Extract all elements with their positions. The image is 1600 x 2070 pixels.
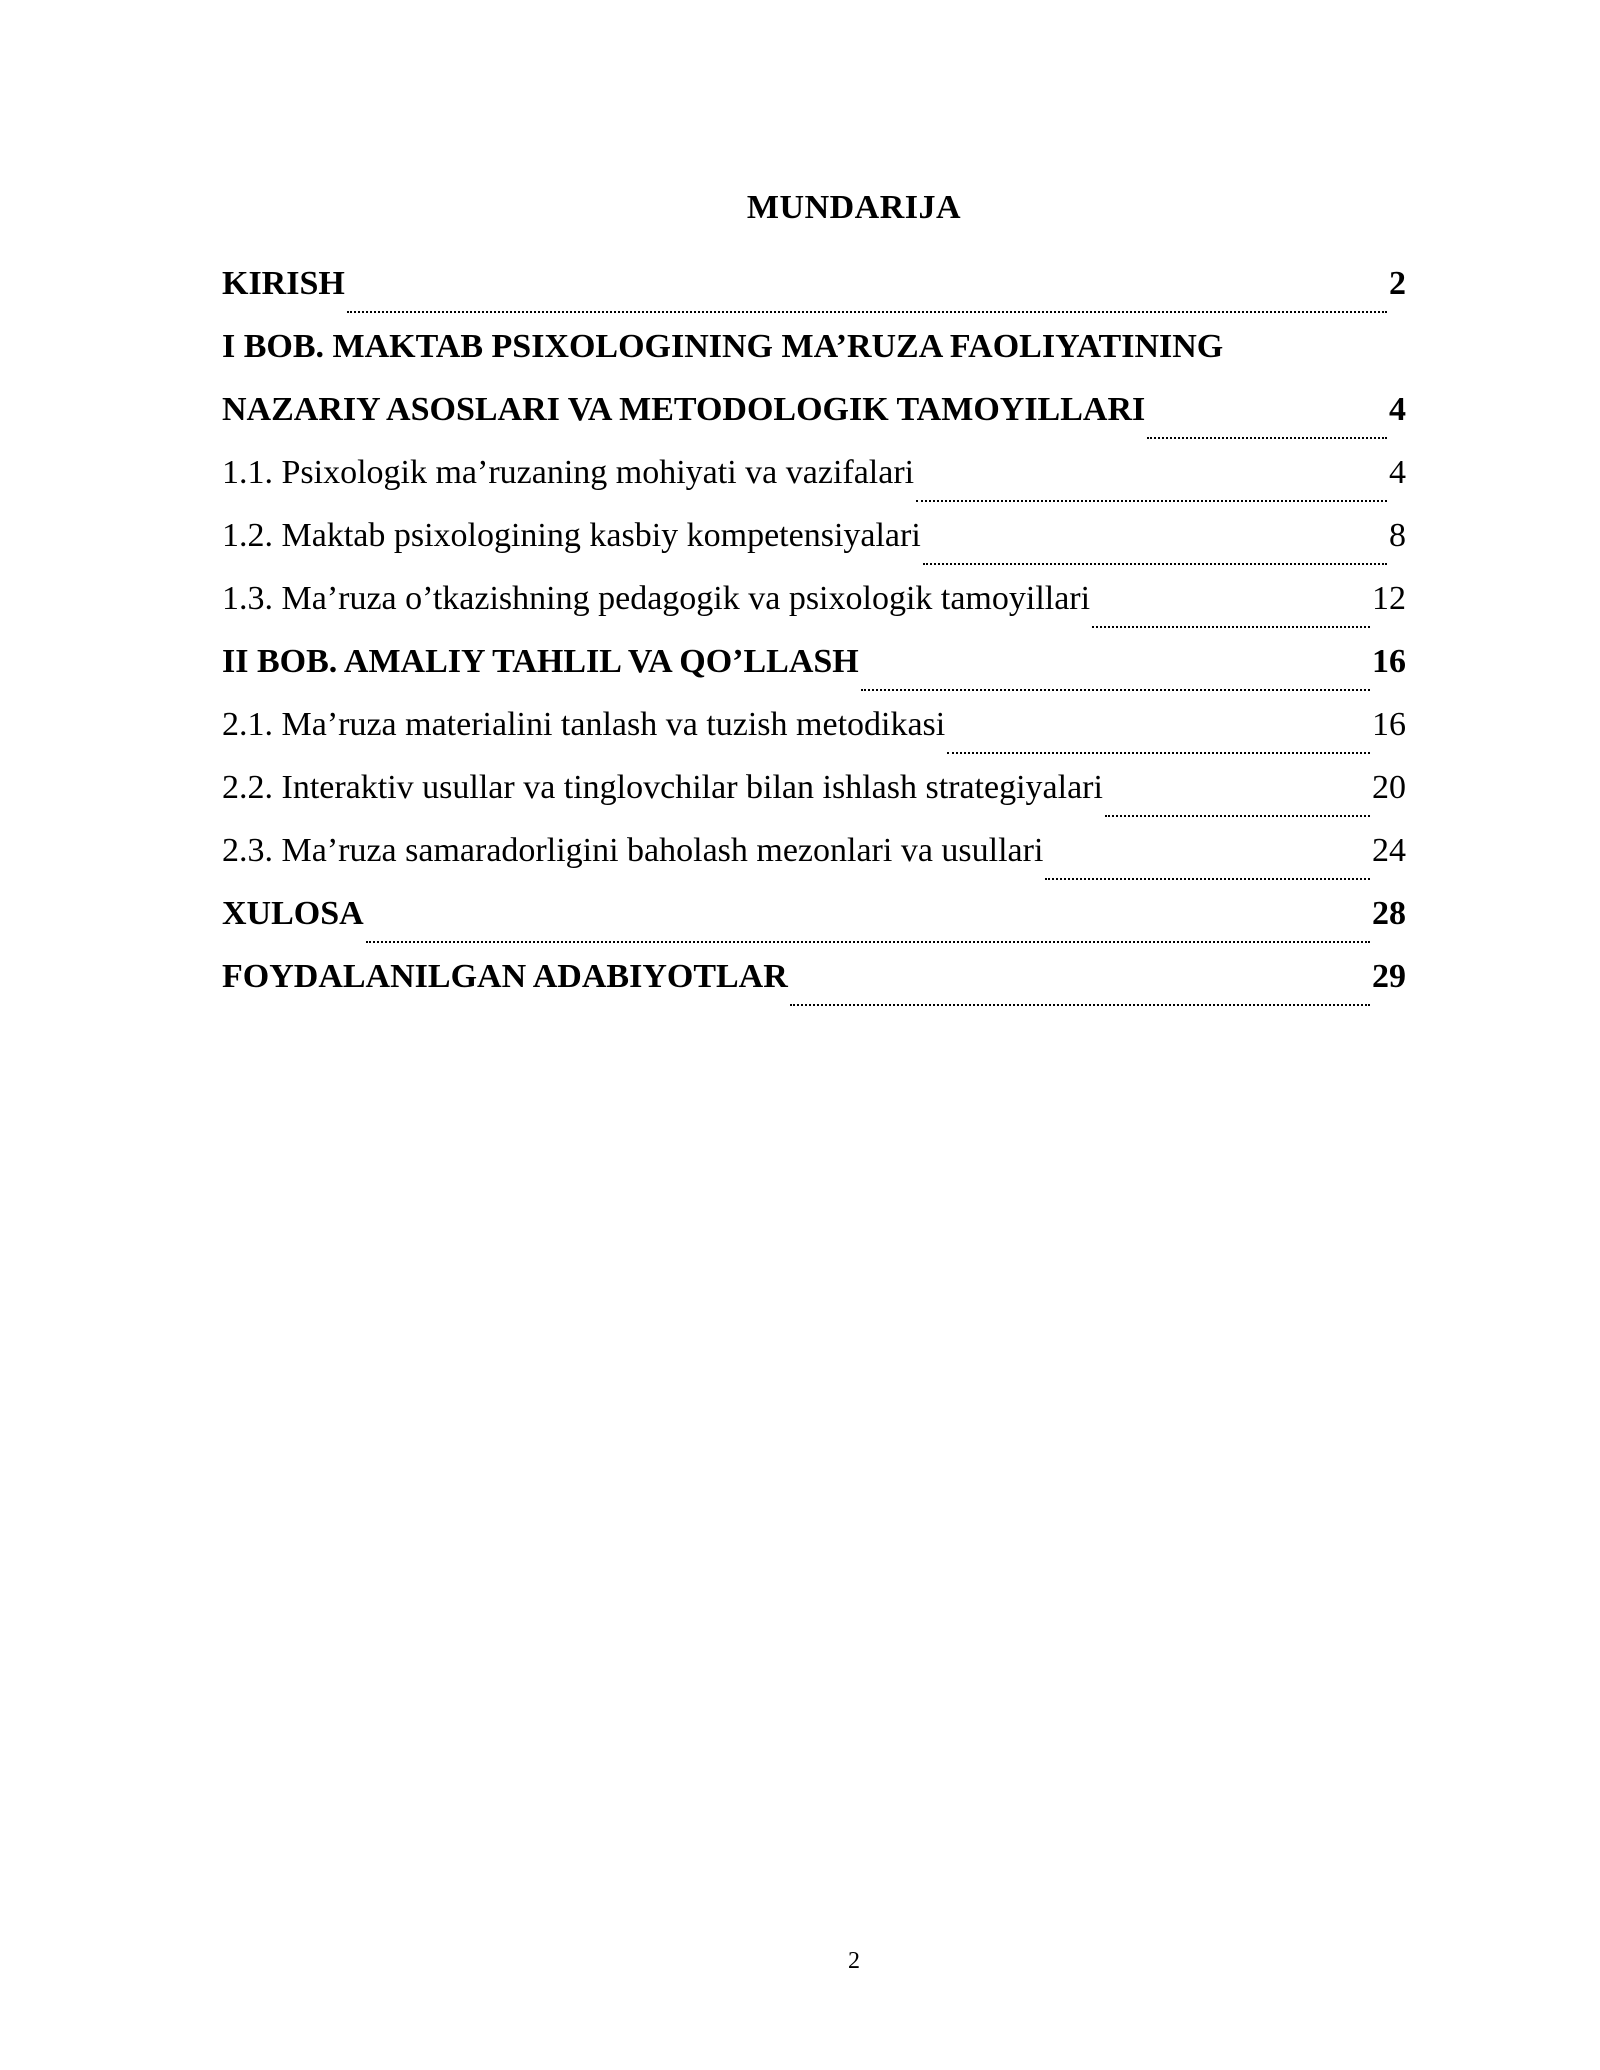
dot-leader (1147, 437, 1387, 439)
toc-entry-label: XULOSA (222, 895, 364, 932)
toc-entry-chapter-2[interactable] (222, 637, 1406, 700)
toc-entry-section-2-2[interactable] (222, 763, 1406, 826)
toc-entry-section-1-3[interactable] (222, 574, 1406, 637)
toc-entry-xulosa[interactable] (222, 889, 1406, 952)
toc-entry-section-1-1[interactable] (222, 448, 1406, 511)
dot-leader (366, 941, 1370, 943)
toc-entry-page: 29 (1372, 958, 1406, 995)
dot-leader (916, 500, 1387, 502)
toc-entry-section-2-1[interactable] (222, 700, 1406, 763)
dot-leader (347, 311, 1387, 313)
toc-entry-page: 12 (1372, 580, 1406, 617)
toc-entry-page: 16 (1372, 643, 1406, 680)
toc-entry-page: 2 (1389, 265, 1406, 302)
toc-entry-label: 1.3. Ma’ruza o’tkazishning pedagogik va psixologik tamoyillari (222, 580, 1091, 617)
dot-leader (790, 1004, 1370, 1006)
toc-entry-page: 28 (1372, 895, 1406, 932)
page-title (0, 188, 1600, 228)
toc-entry-chapter-1-line-1[interactable] (222, 322, 1406, 385)
toc-entry-page: 4 (1389, 454, 1406, 491)
dot-leader (1092, 626, 1370, 628)
table-of-contents (222, 259, 1406, 1015)
toc-entry-label: II BOB. AMALIY TAHLIL VA QO’LLASH (222, 643, 859, 680)
toc-entry-label: 2.1. Ma’ruza materialini tanlash va tuzish metodikasi (222, 706, 946, 743)
toc-entry-page: 20 (1372, 769, 1406, 806)
toc-entry-label: 1.1. Psixologik ma’ruzaning mohiyati va vazifalari (222, 454, 915, 491)
toc-entry-chapter-1-line-2[interactable] (222, 385, 1406, 448)
page-number: 2 (848, 1948, 860, 1974)
toc-entry-adabiyotlar[interactable] (222, 952, 1406, 1015)
toc-entry-label: 1.2. Maktab psixologining kasbiy kompetensiyalari (222, 517, 921, 554)
toc-entry-page: 16 (1372, 706, 1406, 743)
toc-entry-label: 2.2. Interaktiv usullar va tinglovchilar bilan ishlash strategiyalari (222, 769, 1103, 806)
dot-leader (1045, 878, 1370, 880)
dot-leader (947, 752, 1370, 754)
toc-entry-page: 8 (1389, 517, 1406, 554)
toc-entry-section-2-3[interactable] (222, 826, 1406, 889)
dot-leader (1105, 815, 1370, 817)
toc-entry-label: I BOB. MAKTAB PSIXOLOGINING MA’RUZA FAOLIYATINING (222, 328, 1224, 365)
dot-leader (923, 563, 1387, 565)
toc-entry-kirish[interactable] (222, 259, 1406, 322)
toc-entry-label: NAZARIY ASOSLARI VA METODOLOGIK TAMOYILLARI (222, 391, 1146, 428)
toc-entry-label: KIRISH (222, 265, 345, 302)
toc-title-text: MUNDARIJA (746, 189, 962, 226)
toc-entry-section-1-2[interactable] (222, 511, 1406, 574)
toc-entry-page: 4 (1389, 391, 1406, 428)
toc-entry-label: 2.3. Ma’ruza samaradorligini baholash mezonlari va usullari (222, 832, 1044, 869)
toc-entry-label: FOYDALANILGAN ADABIYOTLAR (222, 958, 788, 995)
toc-entry-page: 24 (1372, 832, 1406, 869)
dot-leader (861, 689, 1370, 691)
